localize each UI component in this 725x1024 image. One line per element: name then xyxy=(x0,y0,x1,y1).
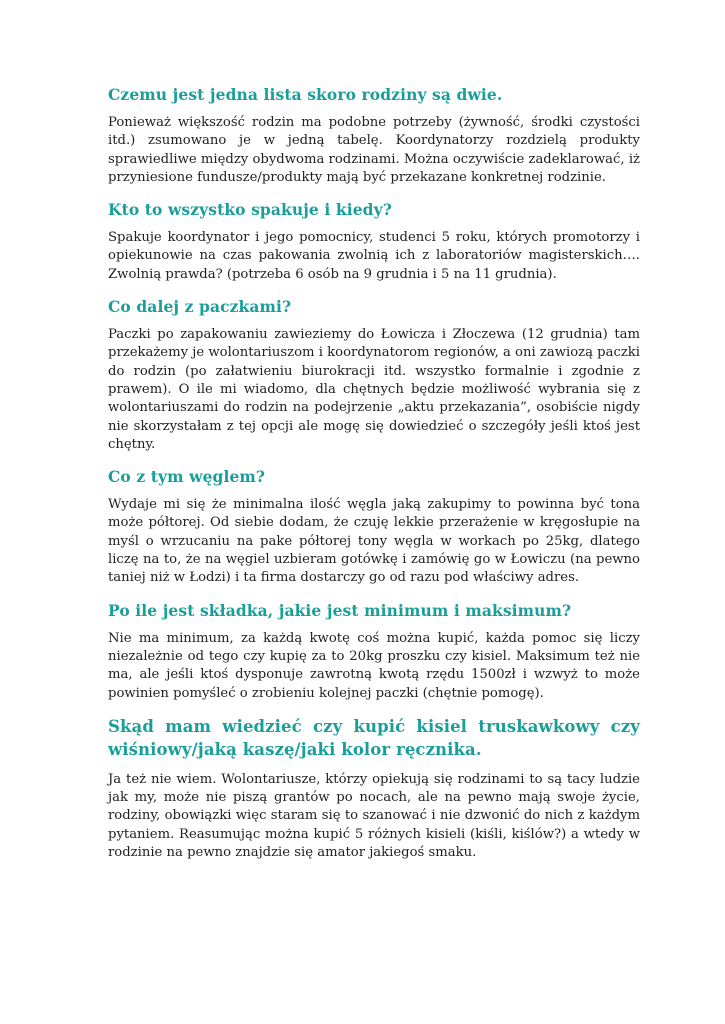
section-paragraph: Nie ma minimum, za każdą kwotę coś można kupić, każda pomoc się liczy niezależnie od tego czy kupię za to 20kg proszku czy kisiel. Maksimum też nie ma, ale jeśli ktoś dysponuje zawrotną kwotą rzędu 1500zł i wzwyż to może powinien pomyśleć o zrobieniu kolejnej paczki (chętnie pomogę). xyxy=(108,630,640,701)
section-heading: Po ile jest składka, jakie jest minimum i maksimum? xyxy=(108,600,572,620)
section-heading: Co z tym węglem? xyxy=(108,467,266,487)
section-one-list xyxy=(108,84,640,187)
section-coal xyxy=(108,466,640,587)
section-paragraph: Wydaje mi się że minimalna ilość węgla jaką zakupimy to powinna być tona może półtorej. Od siebie dodam, że czuję lekkie przerażenie w kręgosłupie na myśl o wrzucaniu na pake półtorej tony węgla w workach po 25kg, dlatego liczę na to, że na węgiel uzbieram gotówkę i zamówię go w Łowiczu (na pewno taniej niż w Łodzi) i ta firma dostarczy go od razu pod właściwy adres. xyxy=(108,497,640,586)
section-paragraph: Paczki po zapakowaniu zawieziemy do Łowicza i Złoczewa (12 grudnia) tam przekażemy je wolontariuszom i koordynatorom regionów, a oni zawiozą paczki do rodzin (po załatwieniu biurokracji itd. wszystko formalnie i zgodnie z prawem). O ile mi wiadomo, dla chętnych będzie możliwość wybrania się z wolontariuszami do rodzin na podejrzenie „aktu przekazania”, osobiście nigdy nie skorzystałam z tej opcji ale mogę się dowiedzieć o szczegóły jeśli ktoś jest chętny. xyxy=(108,327,640,452)
section-packages-next xyxy=(108,296,640,454)
section-paragraph: Ja też nie wiem. Wolontariusze, którzy opiekują się rodzinami to są tacy ludzie jak my, może nie piszą grantów po nocach, ale na pewno mają swoje życie, rodziny, obowiązki więc staram się to szanować i nie dzwonić do nich z każdym pytaniem. Reasumując można kupić 5 różnych kisieli (kiśli, kiślów?) a wtedy w rodzinie na pewno znajdzie się amator jakiegoś smaku. xyxy=(108,771,640,861)
section-what-to-buy xyxy=(108,715,640,862)
section-heading: Skąd mam wiedzieć czy kupić kisiel truskawkowy czy wiśniowy/jaką kaszę/jaki kolor ręcznika. xyxy=(108,716,640,759)
document-page xyxy=(108,84,640,874)
section-heading: Co dalej z paczkami? xyxy=(108,297,292,317)
section-heading: Kto to wszystko spakuje i kiedy? xyxy=(108,200,392,220)
section-paragraph: Ponieważ większość rodzin ma podobne potrzeby (żywność, środki czystości itd.) zsumowano je w jedną tabelę. Koordynatorzy rozdzielą produkty sprawiedliwe między obydwoma rodzinami. Można oczywiście zadeklarować, iż przyniesione fundusze/produkty mają być przekazane konkretnej rodzinie. xyxy=(108,115,640,185)
section-paragraph: Spakuje koordynator i jego pomocnicy, studenci 5 roku, których promotorzy i opiekunowie na czas pakowania zwolnią ich z laboratoriów magisterskich…. Zwolnią prawda? (potrzeba 6 osób na 9 grudnia i 5 na 11 grudnia). xyxy=(108,230,640,282)
section-contribution xyxy=(108,600,640,703)
section-heading: Czemu jest jedna lista skoro rodziny są dwie. xyxy=(108,85,503,104)
section-who-packs xyxy=(108,199,640,284)
